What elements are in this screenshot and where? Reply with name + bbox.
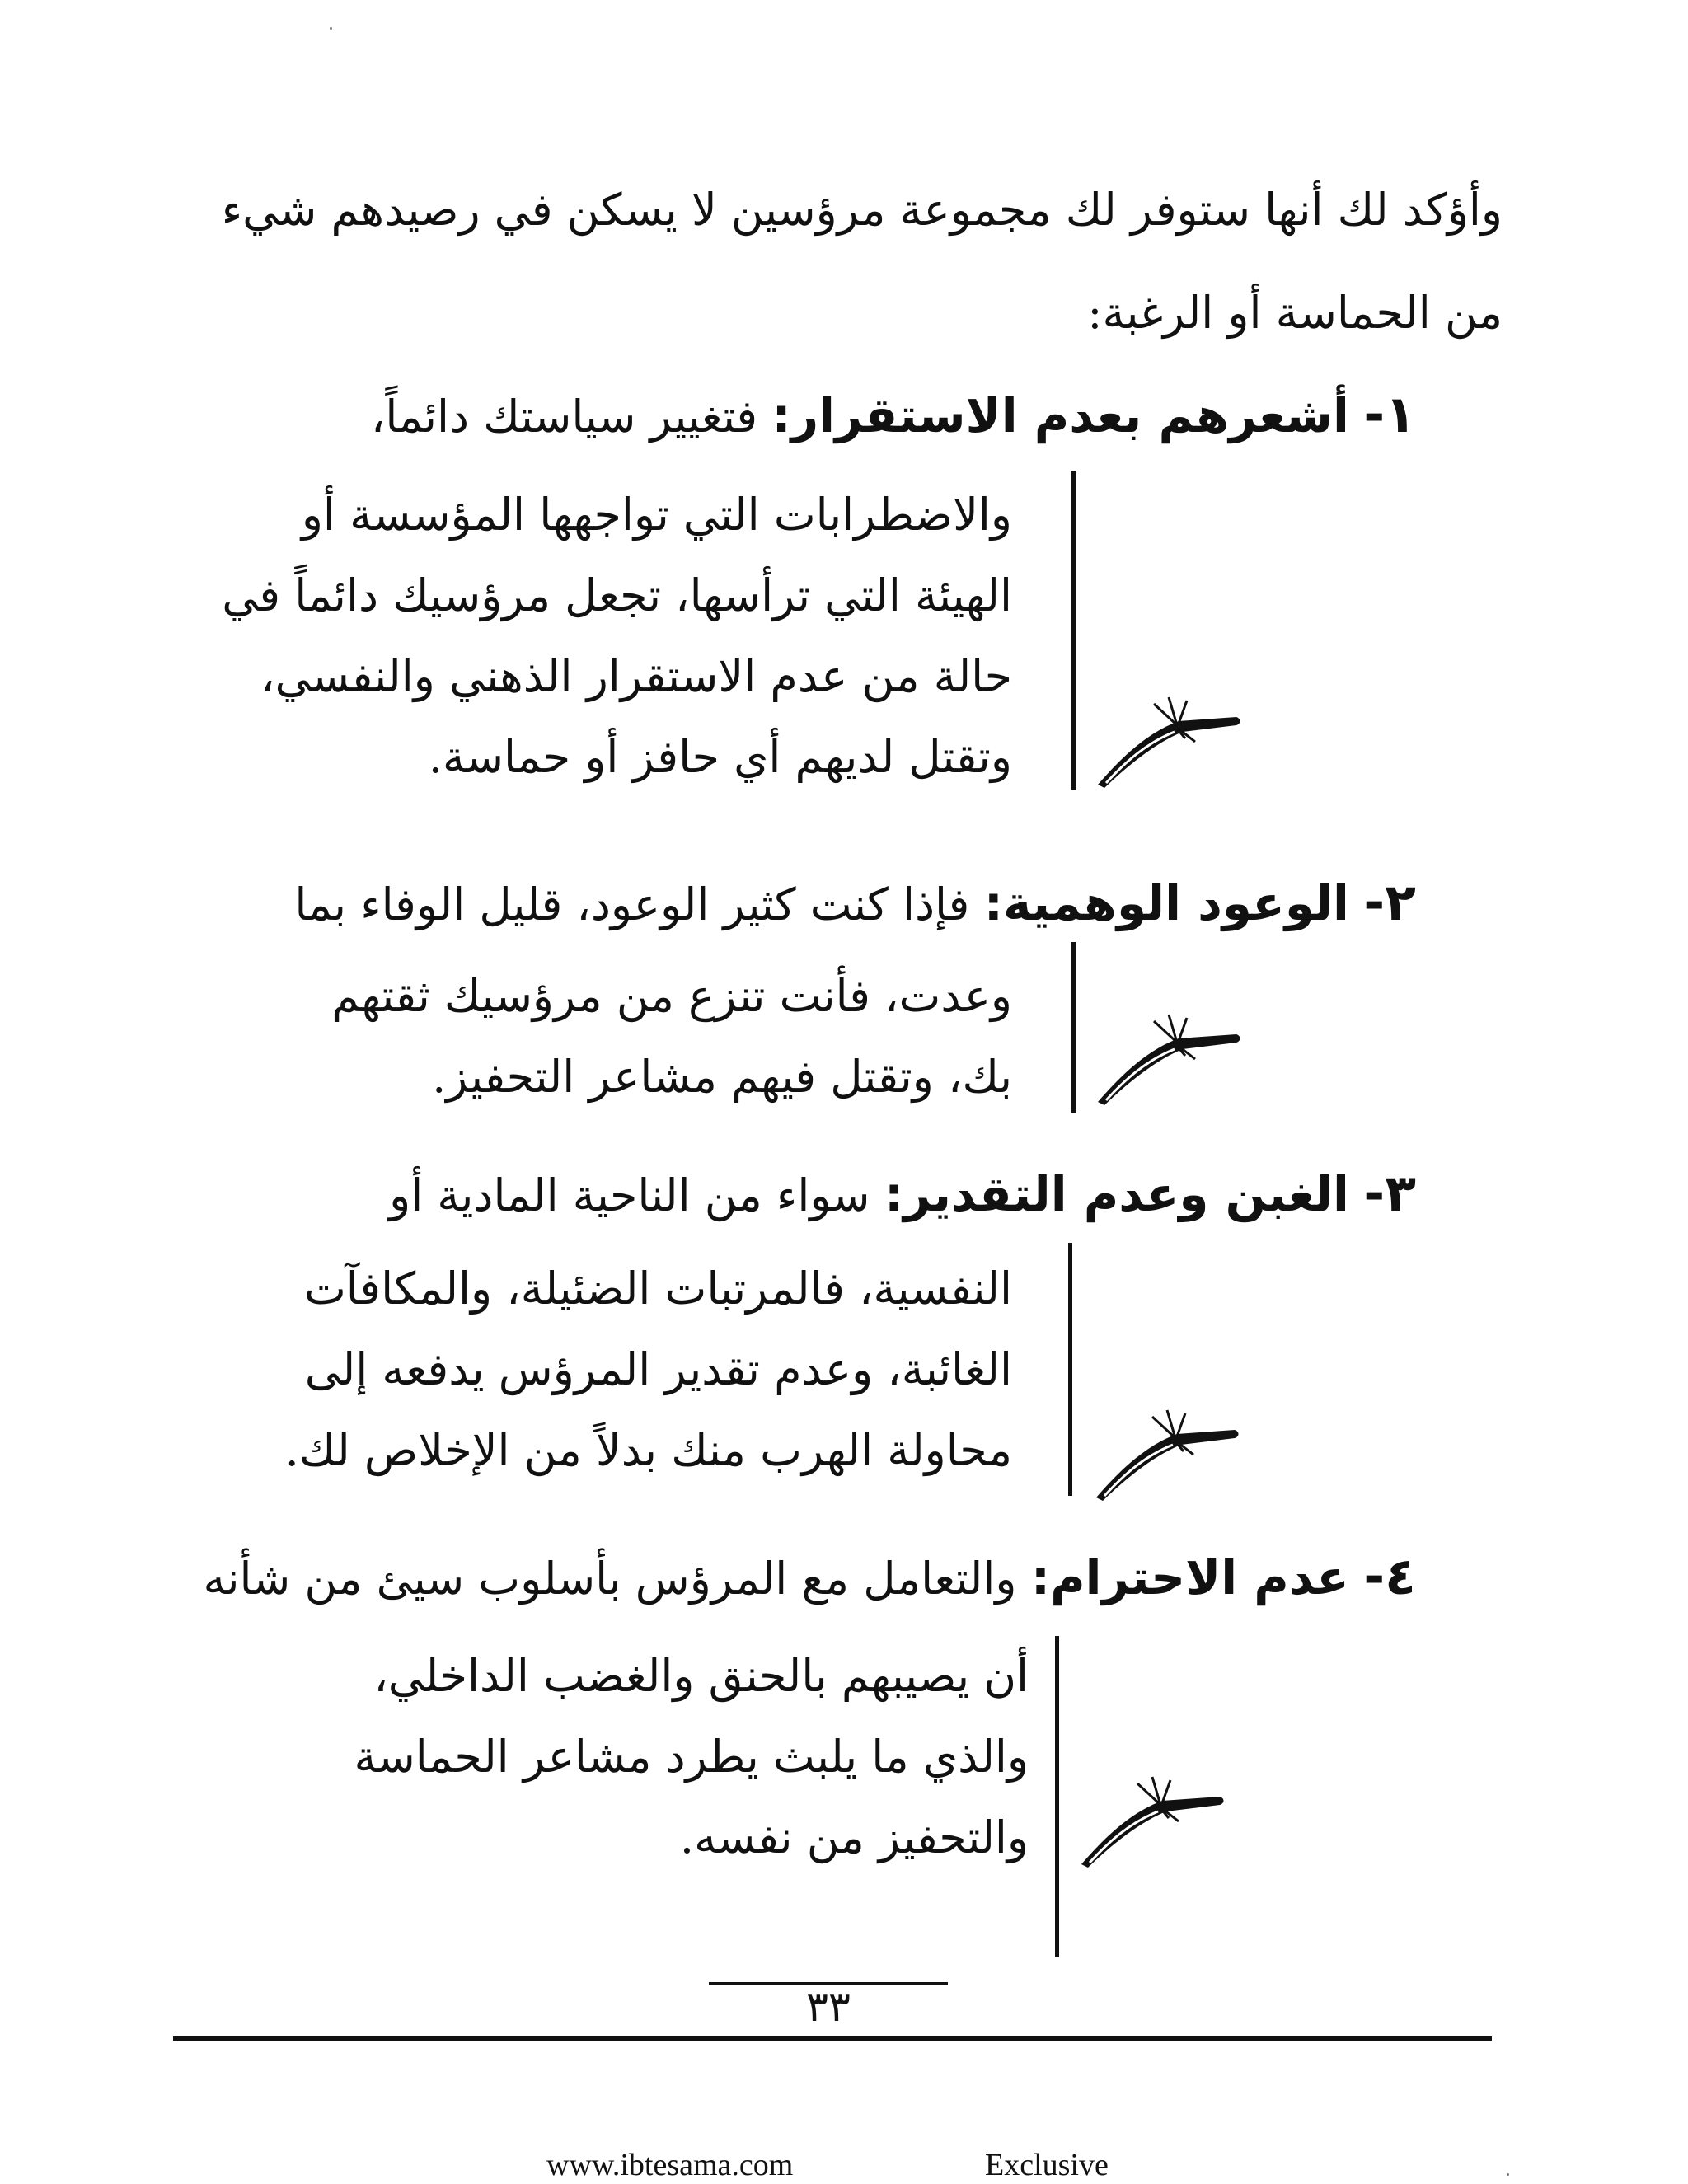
quill-pen-icon [1086,1405,1243,1504]
section-body-3 [188,1249,1012,1491]
vertical-rule [1071,942,1076,1113]
body-line: محاولة الهرب منك بدلاً من الإخلاص لك. [284,1424,1012,1476]
website-tag: Exclusive [985,2148,1109,2182]
vertical-rule [1071,471,1076,790]
body-line: وعدت، فأنت تنزع من مرؤسيك ثقتهم [331,970,1012,1022]
body-line: حالة من عدم الاستقرار الذهني والنفسي، [260,650,1012,702]
body-line: بك، وتقتل فيهم مشاعر التحفيز. [432,1051,1012,1103]
vertical-rule [1068,1243,1072,1496]
quill-pen-icon [1071,1772,1228,1871]
quill-pen-icon [1088,1010,1245,1108]
section-heading-text: فإذا كنت كثير الوعود، قليل الوفاء بما [294,879,970,930]
section-heading-4 [97,1540,1416,1616]
body-line: الغائبة، وعدم تقدير المرؤس يدفعه إلى [304,1343,1012,1395]
intro-line-2: من الحماسة أو الرغبة: [1087,287,1503,339]
body-line: والاضطرابات التي تواجهها المؤسسة أو [301,489,1012,541]
footer-rule [173,2036,1492,2041]
section-title: أشعرهم بعدم الاستقرار: [771,387,1349,443]
scan-speck [330,27,332,30]
page-number: ٣٣ [806,1983,851,2031]
body-line: والتحفيز من نفسه. [679,1811,1029,1863]
section-number: ٣- [1363,1163,1416,1223]
section-title: الوعود الوهمية: [983,875,1349,931]
body-line: النفسية، فالمرتبات الضئيلة، والمكافآت [303,1263,1012,1315]
section-heading-text: والتعامل مع المرؤس بأسلوب سيئ من شأنه [203,1553,1017,1605]
section-body-2 [188,956,1012,1118]
vertical-rule [1055,1636,1059,1957]
section-title: الغبن وعدم التقدير: [884,1166,1349,1222]
intro-line-1: وأؤكد لك أنها ستوفر لك مجموعة مرؤسين لا يسكن في رصيدهم شيء [221,184,1503,236]
section-number: ١- [1363,384,1416,444]
section-body-1 [188,475,1012,798]
website-url: www.ibtesama.com [546,2148,794,2182]
body-line: أن يصيبهم بالحنق والغضب الداخلي، [373,1650,1029,1702]
section-heading-2 [97,865,1416,942]
body-line: والذي ما يلبث يطرد مشاعر الحماسة [354,1731,1029,1783]
section-title: عدم الاحترام: [1030,1549,1349,1605]
section-heading-text: فتغيير سياستك دائماً، [370,391,758,443]
section-number: ٢- [1363,872,1416,932]
body-line: الهيئة التي ترأسها، تجعل مرؤسيك دائماً في [222,569,1012,621]
section-heading-text: سواء من الناحية المادية أو [389,1169,870,1221]
section-heading-1 [97,377,1416,454]
body-line: وتقتل لديهم أي حافز أو حماسة. [428,731,1012,783]
section-body-4 [204,1636,1029,1878]
section-heading-3 [97,1156,1416,1233]
quill-pen-icon [1088,692,1245,791]
scan-speck [1507,2173,1509,2176]
section-number: ٤- [1363,1546,1416,1606]
